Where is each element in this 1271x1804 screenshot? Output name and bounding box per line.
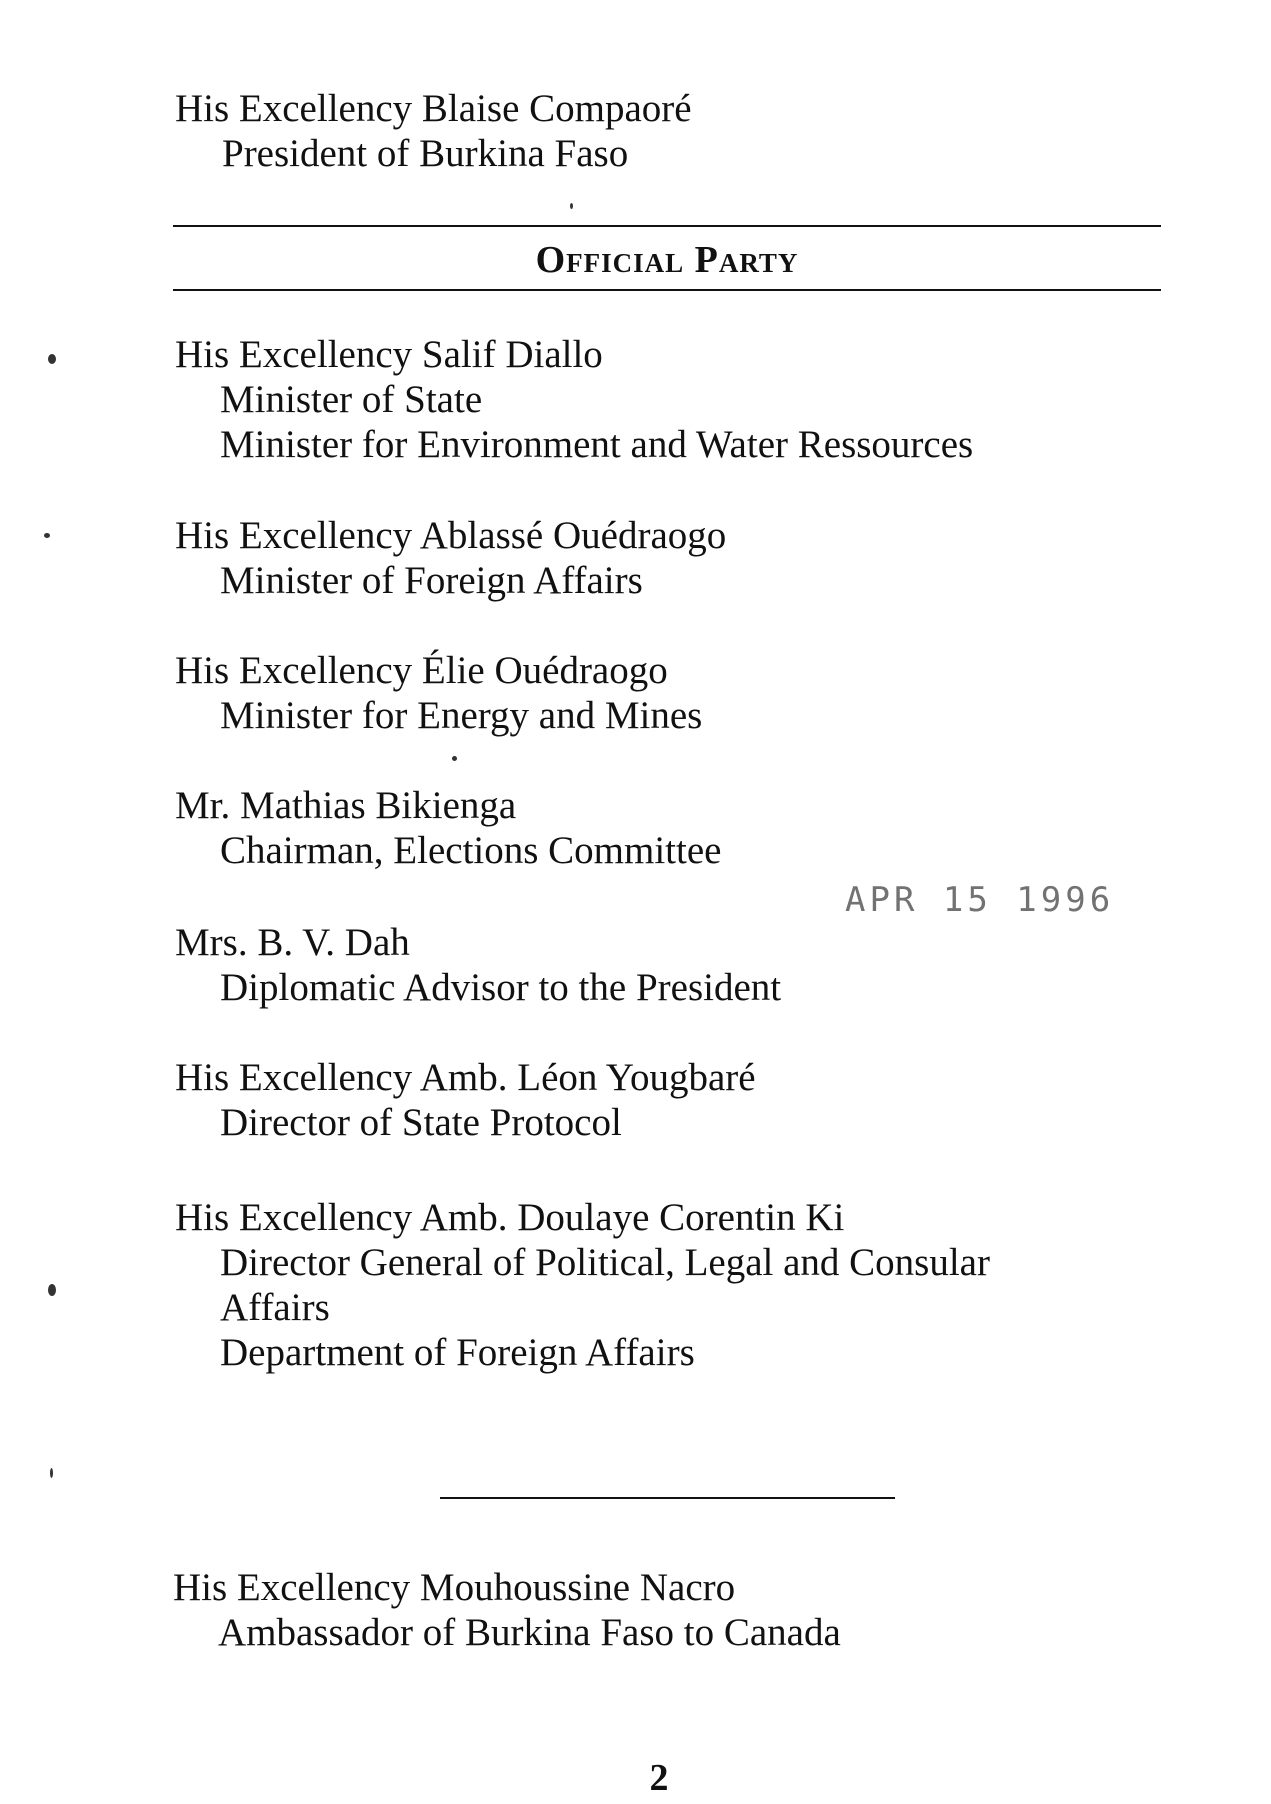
party-member-name: His Excellency Salif Diallo xyxy=(175,333,603,376)
party-member-name: His Excellency Ablassé Ouédraogo xyxy=(175,514,727,557)
scan-speck xyxy=(44,533,50,538)
header-name: His Excellency Blaise Compaoré xyxy=(175,87,692,130)
party-member-name: His Excellency Amb. Doulaye Corentin Ki xyxy=(175,1196,845,1239)
page-number: 2 xyxy=(649,1757,669,1799)
footer-title: Ambassador of Burkina Faso to Canada xyxy=(218,1611,841,1654)
party-member-name: His Excellency Élie Ouédraogo xyxy=(175,649,668,692)
heading-bottom-rule xyxy=(173,289,1161,291)
party-member-title: Director of State Protocol xyxy=(220,1101,622,1144)
scan-speck xyxy=(48,1284,56,1296)
footer-name: His Excellency Mouhoussine Nacro xyxy=(173,1566,736,1609)
header-title: President of Burkina Faso xyxy=(222,132,629,175)
party-member-title: Minister of State xyxy=(220,378,483,421)
party-member-title: Director General of Political, Legal and Consular xyxy=(220,1241,990,1284)
scan-speck xyxy=(50,1468,53,1478)
scan-speck xyxy=(452,756,457,761)
party-member-title: Minister for Environment and Water Ressources xyxy=(220,423,974,466)
party-member-title: Minister of Foreign Affairs xyxy=(220,559,643,602)
section-heading: Official Party xyxy=(535,239,799,281)
heading-top-rule xyxy=(173,225,1161,227)
party-member-title: Diplomatic Advisor to the President xyxy=(220,966,782,1009)
party-member-title: Chairman, Elections Committee xyxy=(220,829,722,872)
party-member-title: Department of Foreign Affairs xyxy=(220,1331,695,1374)
party-member-name: Mrs. B. V. Dah xyxy=(175,921,410,964)
party-member-name: Mr. Mathias Bikienga xyxy=(175,784,517,827)
party-member-title: Affairs xyxy=(220,1286,330,1329)
received-date-stamp: APR 15 1996 xyxy=(845,880,1115,920)
scan-speck xyxy=(570,203,573,209)
party-member-name: His Excellency Amb. Léon Yougbaré xyxy=(175,1056,756,1099)
scan-speck xyxy=(48,354,56,364)
party-member-title: Minister for Energy and Mines xyxy=(220,694,703,737)
section-divider xyxy=(440,1497,895,1499)
